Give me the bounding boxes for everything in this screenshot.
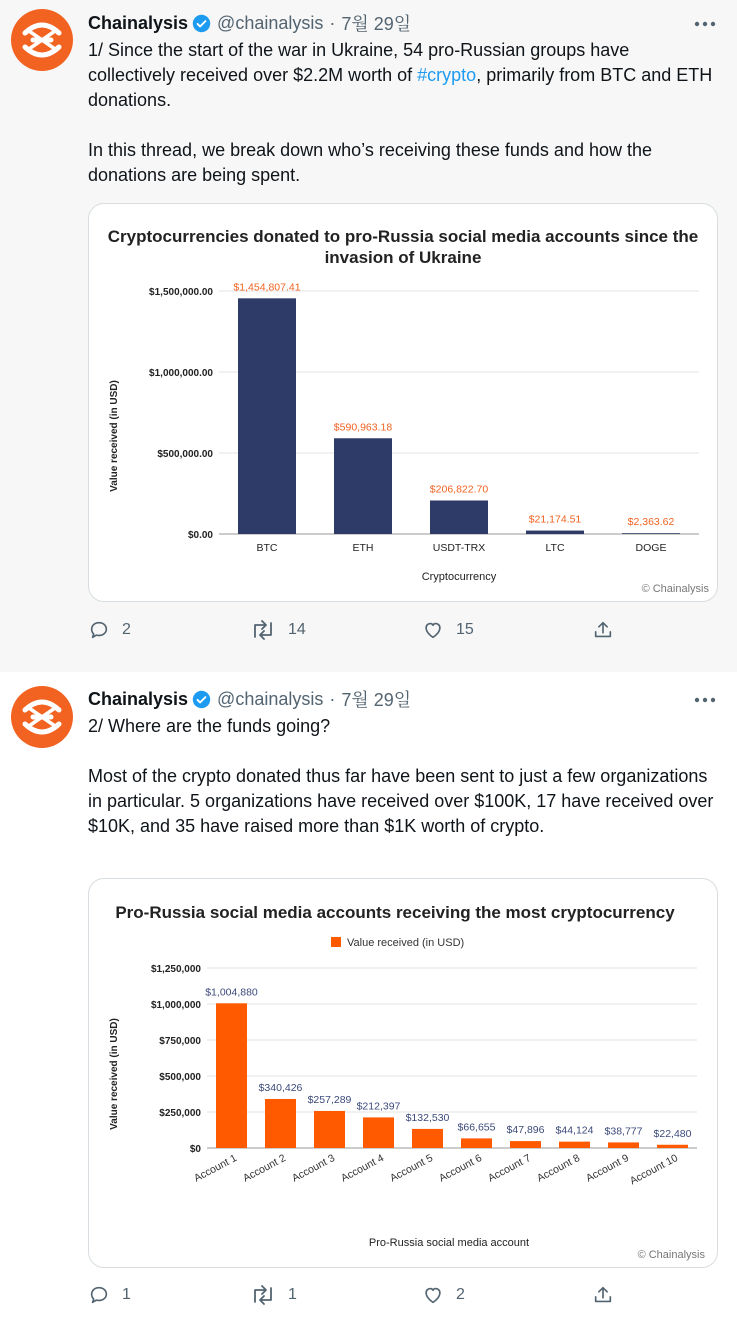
more-options-icon[interactable] xyxy=(693,688,717,712)
x-axis-label: Pro-Russia social media account xyxy=(368,1237,530,1249)
chart-title: Pro-Russia social media accounts receiving the most cryptocurrency xyxy=(115,903,675,922)
reply-icon xyxy=(88,1284,110,1306)
x-tick-label: Account 5 xyxy=(388,1152,435,1185)
bar xyxy=(216,1003,247,1148)
reply-count: 1 xyxy=(122,1286,131,1303)
data-label: $21,174.51 xyxy=(528,513,582,526)
bar xyxy=(430,500,488,534)
share-icon xyxy=(592,619,614,641)
data-label: $340,426 xyxy=(258,1081,303,1094)
chart-image-card[interactable] xyxy=(88,878,718,1268)
y-tick-label: $750,000 xyxy=(159,1036,201,1047)
tweet-header xyxy=(88,10,411,36)
y-tick-label: $500,000.00 xyxy=(157,449,213,460)
data-label: $66,655 xyxy=(457,1121,496,1134)
heart-icon xyxy=(422,619,444,641)
x-tick-label: Account 3 xyxy=(290,1152,337,1185)
tweet-paragraph xyxy=(88,714,718,739)
x-tick-label: Account 8 xyxy=(535,1152,582,1185)
tweet-date[interactable]: 7월 29일 xyxy=(341,14,412,34)
author-name[interactable]: Chainalysis xyxy=(88,688,189,709)
retweet-button[interactable] xyxy=(250,1284,422,1306)
bar xyxy=(608,1142,639,1148)
bar xyxy=(265,1099,296,1148)
heart-icon xyxy=(422,1284,444,1306)
tweet-paragraph xyxy=(88,764,718,839)
hashtag-link[interactable]: #crypto xyxy=(417,65,477,85)
chart-image-card[interactable] xyxy=(88,203,718,602)
verified-badge-icon xyxy=(192,14,211,33)
x-tick-label: Account 2 xyxy=(241,1152,288,1185)
chainalysis-logo-avatar[interactable] xyxy=(11,686,73,748)
crypto-donations-bar-chart xyxy=(89,204,717,601)
retweet-icon xyxy=(250,1284,276,1306)
x-tick-label: Account 9 xyxy=(584,1152,631,1185)
y-tick-label: $1,000,000 xyxy=(150,1000,201,1011)
tweet-header xyxy=(88,686,411,712)
like-count: 2 xyxy=(456,1286,465,1303)
like-count: 15 xyxy=(456,621,474,638)
y-tick-label: $0 xyxy=(189,1144,201,1155)
bar xyxy=(526,531,584,534)
reply-button[interactable] xyxy=(88,619,250,641)
chainalysis-logo-avatar[interactable] xyxy=(11,9,73,71)
text-segment: In this thread, we break down who’s receiving these funds and how the donations are being spent. xyxy=(88,140,653,185)
chart-title-line-1: Cryptocurrencies donated to pro-Russia social media accounts since the xyxy=(107,227,699,246)
bar xyxy=(238,298,296,534)
retweet-icon xyxy=(250,619,276,641)
data-label: $212,397 xyxy=(356,1100,401,1113)
chart-credit: © Chainalysis xyxy=(637,1249,705,1261)
x-tick-label: BTC xyxy=(256,542,278,554)
tweet-paragraph xyxy=(88,38,718,113)
x-tick-label: Account 4 xyxy=(339,1152,386,1185)
like-button[interactable] xyxy=(422,619,592,641)
author-handle[interactable]: @chainalysis xyxy=(217,688,324,709)
y-tick-label: $0.00 xyxy=(187,530,213,541)
bar xyxy=(657,1145,688,1148)
x-axis-label: Cryptocurrency xyxy=(421,571,497,583)
bar xyxy=(510,1141,541,1148)
share-icon xyxy=(592,1284,614,1306)
x-tick-label: DOGE xyxy=(635,542,667,554)
data-label: $47,896 xyxy=(506,1124,545,1137)
data-label: $38,777 xyxy=(604,1125,643,1138)
data-label: $1,004,880 xyxy=(205,986,258,999)
x-tick-label: Account 6 xyxy=(437,1152,484,1185)
separator-dot: · xyxy=(329,12,336,33)
tweet-paragraph xyxy=(88,138,718,188)
y-tick-label: $1,000,000.00 xyxy=(149,368,213,379)
text-segment: 1/ Since the start of the war in Ukraine, 54 pro-Russian groups have collectively received over $2.2M worth of xyxy=(88,40,630,85)
text-segment: , primarily from BTC and ETH donations. xyxy=(88,65,713,110)
bar xyxy=(363,1117,394,1148)
verified-badge-icon xyxy=(192,690,211,709)
y-tick-label: $1,500,000.00 xyxy=(149,287,213,298)
reply-button[interactable] xyxy=(88,1284,250,1306)
data-label: $257,289 xyxy=(307,1093,352,1106)
data-label: $22,480 xyxy=(653,1127,692,1140)
chart-title-line-2: invasion of Ukraine xyxy=(324,248,482,267)
data-label: $2,363.62 xyxy=(627,516,675,529)
data-label: $590,963.18 xyxy=(333,421,393,434)
bar xyxy=(461,1138,492,1148)
text-segment: 2/ Where are the funds going? xyxy=(88,716,331,736)
more-options-icon[interactable] xyxy=(693,12,717,36)
y-tick-label: $1,250,000 xyxy=(150,964,201,975)
data-label: $206,822.70 xyxy=(429,483,489,496)
x-tick-label: Account 7 xyxy=(486,1152,533,1185)
separator-dot: · xyxy=(329,688,336,709)
y-axis-label: Value received (in USD) xyxy=(109,1018,120,1130)
x-tick-label: Account 1 xyxy=(192,1152,239,1185)
legend-swatch xyxy=(331,937,341,947)
x-tick-label: LTC xyxy=(545,542,565,554)
tweet-actions xyxy=(88,618,628,642)
y-axis-label: Value received (in USD) xyxy=(109,380,120,492)
share-button[interactable] xyxy=(592,1284,626,1306)
reply-count: 2 xyxy=(122,621,131,638)
x-tick-label: Account 10 xyxy=(627,1152,680,1188)
tweet[interactable] xyxy=(0,672,737,1325)
reply-icon xyxy=(88,619,110,641)
bar xyxy=(334,438,392,534)
share-button[interactable] xyxy=(592,619,626,641)
chart-credit: © Chainalysis xyxy=(641,583,709,595)
like-button[interactable] xyxy=(422,1284,592,1306)
tweet-actions xyxy=(88,1283,628,1307)
bar xyxy=(314,1111,345,1148)
bar xyxy=(622,533,680,534)
text-segment: Most of the crypto donated thus far have been sent to just a few organizations in particular. 5 organizations have received over $100K, 17 have received over $10K, and 35 have raised more than $1K worth of crypto. xyxy=(88,766,714,836)
x-tick-label: ETH xyxy=(352,542,374,554)
data-label: $44,124 xyxy=(555,1124,594,1137)
y-tick-label: $500,000 xyxy=(159,1072,201,1083)
legend-label: Value received (in USD) xyxy=(347,937,465,949)
top-accounts-bar-chart xyxy=(89,879,717,1267)
bar xyxy=(412,1129,443,1148)
tweet-text xyxy=(88,38,718,188)
retweet-button[interactable] xyxy=(250,619,422,641)
retweet-count: 14 xyxy=(288,621,306,638)
y-tick-label: $250,000 xyxy=(159,1108,201,1119)
tweet-text xyxy=(88,714,718,839)
data-label: $1,454,807.41 xyxy=(233,281,301,294)
data-label: $132,530 xyxy=(405,1111,450,1124)
retweet-count: 1 xyxy=(288,1286,297,1303)
author-name[interactable]: Chainalysis xyxy=(88,12,189,33)
tweet-date[interactable]: 7월 29일 xyxy=(341,690,412,710)
bar xyxy=(559,1142,590,1148)
x-tick-label: USDT-TRX xyxy=(432,542,486,554)
author-handle[interactable]: @chainalysis xyxy=(217,12,324,33)
